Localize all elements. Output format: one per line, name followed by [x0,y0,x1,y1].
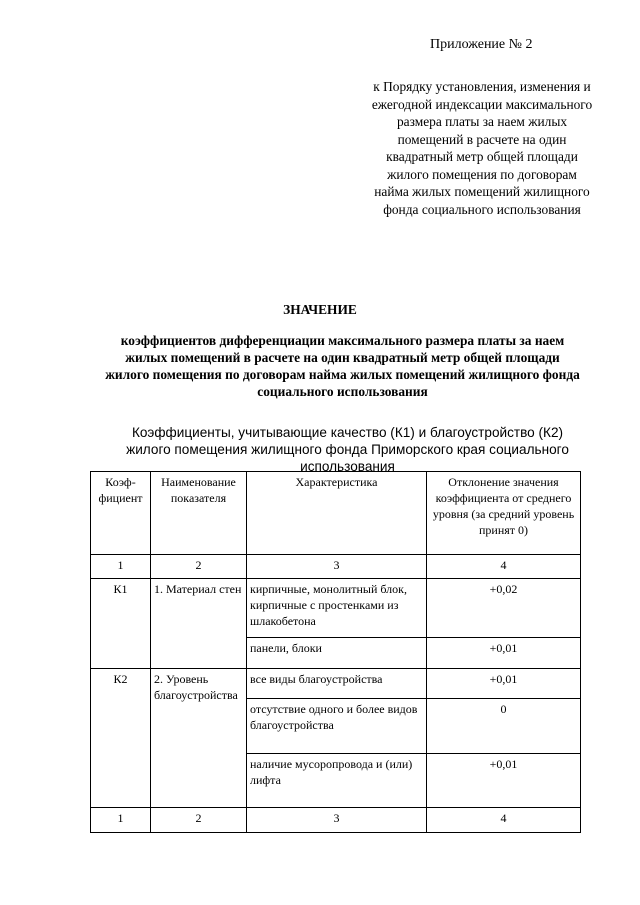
coefficients-table [90,471,581,833]
column-number: 1 [91,808,151,833]
characteristic-cell: отсутствие одного и более видов благоустройства [247,699,427,754]
table-header-row [91,472,581,555]
indicator-name-k2: 2. Уровень благоустройства [151,669,247,808]
appendix-reference: к Порядку установления, изменения и ежегодной индексации максимального размера платы за наем жилых помещений в расчете на один квадратный метр общей площади жилого помещения по договорам найма жилых помещений жилищного фонда социального использования [371,79,593,217]
table-row-k2-1 [91,669,581,699]
column-number: 3 [247,808,427,833]
table-row-k1-1 [91,579,581,638]
document-subtitle: коэффициентов дифференциации максимального размера платы за наем жилых помещений в расчете на один квадратный метр общей площади жилого помещения по договорам найма жилых помещений жилищного фонда социального использования [105,333,580,399]
header-coef: Коэф-фициент [91,472,151,555]
deviation-value: +0,01 [427,669,581,699]
table-caption: Коэффициенты, учитывающие качество (К1) и благоустройство (К2) жилого помещения жилищного фонда Приморского края социального использования [126,425,569,474]
column-number: 2 [151,555,247,579]
document-title: ЗНАЧЕНИЕ [283,302,357,317]
deviation-value: +0,01 [427,638,581,669]
footer-number-row [91,808,581,833]
column-number: 4 [427,808,581,833]
column-number: 4 [427,555,581,579]
header-deviation: Отклонение значения коэффициента от среднего уровня (за средний уровень принят 0) [427,472,581,555]
header-name: Наименование показателя [151,472,247,555]
characteristic-cell: панели, блоки [247,638,427,669]
appendix-number: Приложение № 2 [430,37,533,52]
characteristic-cell: наличие мусоропровода и (или) лифта [247,754,427,808]
coef-k2: К2 [91,669,151,808]
indicator-name-k1: 1. Материал стен [151,579,247,669]
column-number: 3 [247,555,427,579]
column-number-row [91,555,581,579]
coef-k1: К1 [91,579,151,669]
column-number: 1 [91,555,151,579]
characteristic-cell: все виды благоустройства [247,669,427,699]
deviation-value: 0 [427,699,581,754]
characteristic-cell: кирпичные, монолитный блок, кирпичные с простенками из шлакобетона [247,579,427,638]
deviation-value: +0,02 [427,579,581,638]
column-number: 2 [151,808,247,833]
deviation-value: +0,01 [427,754,581,808]
header-characteristic: Характеристика [247,472,427,555]
